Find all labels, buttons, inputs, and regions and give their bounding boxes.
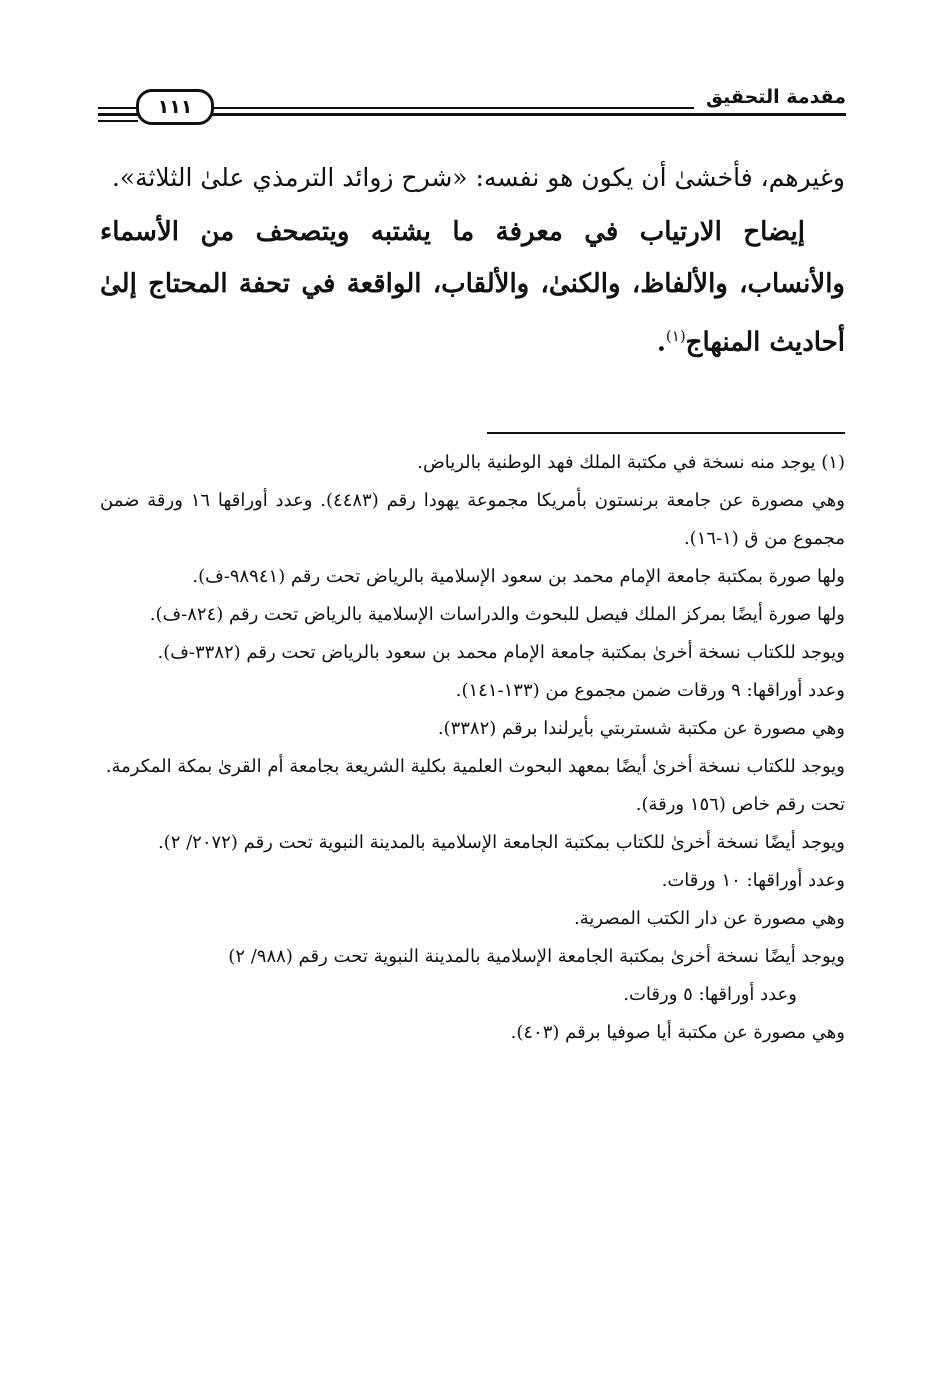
page-header: [98, 86, 846, 126]
footnote-line: ويوجد للكتاب نسخة أخرىٰ بمكتبة جامعة الإمام محمد بن سعود بالرياض تحت رقم (٣٣٨٢-ف).: [157, 642, 845, 663]
running-title: مقدمة التحقيق: [694, 84, 846, 110]
footnote-line: ولها صورة بمكتبة جامعة الإمام محمد بن سعود الإسلامية بالرياض تحت رقم (٩٨٩٤١-ف).: [192, 566, 845, 587]
footnote-line: وهي مصورة عن دار الكتب المصرية.: [574, 908, 845, 929]
footnote-line: وعدد أوراقها: ٥ ورقات.: [623, 984, 797, 1005]
footnote-line: وهي مصورة عن مكتبة شستربتي بأيرلندا برقم (٣٣٨٢).: [437, 718, 845, 739]
footnote-line: تحت رقم خاص (١٥٦ ورقة).: [635, 794, 845, 815]
footnote-line: (١) يوجد منه نسخة في مكتبة الملك فهد الوطنية بالرياض.: [417, 452, 845, 473]
footnote-line: ويوجد أيضًا نسخة أخرىٰ بمكتبة الجامعة الإسلامية بالمدينة النبوية تحت رقم (٩٨٨/ ٢): [228, 946, 845, 967]
main-text: [100, 150, 845, 369]
footnote-line: وعدد أوراقها: ٩ ورقات ضمن مجموع من (١٣٣-١٤١).: [455, 680, 845, 701]
book-title-heading: [100, 206, 845, 369]
heading-text: إيضاح الارتياب في معرفة ما يشتبه ويتصحف من الأسماء والأنساب، والألفاظ، والكنىٰ، والألقاب، الواقعة في تحفة المحتاج إلىٰ أحاديث المنهاج: [100, 217, 845, 358]
page-number: ١١١: [136, 89, 214, 125]
footnote-line: وهي مصورة عن جامعة برنستون بأمريكا مجموعة يهودا رقم (٤٤٨٣). وعدد أوراقها ١٦ ورقة ضمن مجموع من ق (١-١٦).: [100, 490, 845, 549]
footnote-line: ويوجد أيضًا نسخة أخرىٰ للكتاب بمكتبة الجامعة الإسلامية بالمدينة النبوية تحت رقم (٢٠٧٢/ ٢).: [157, 832, 845, 853]
footnote-line: وعدد أوراقها: ١٠ ورقات.: [661, 870, 845, 891]
footnote-line: وهي مصورة عن مكتبة أيا صوفيا برقم (٤٠٣).: [510, 1022, 845, 1043]
paragraph: وغيرهم، فأخشىٰ أن يكون هو نفسه: «شرح زوائد الترمذي علىٰ الثلاثة».: [111, 163, 845, 192]
footnote-ref: (١): [665, 327, 686, 345]
footnote-line: ويوجد للكتاب نسخة أخرىٰ أيضًا بمعهد البحوث العلمية بكلية الشريعة بجامعة أم القرىٰ بمكة المكرمة.: [105, 756, 845, 777]
heading-end: .: [656, 327, 666, 358]
footnote-line: ولها صورة أيضًا بمركز الملك فيصل للبحوث والدراسات الإسلامية بالرياض تحت رقم (٨٢٤-ف).: [149, 604, 845, 625]
header-rule: [98, 120, 138, 122]
footnote-separator: [487, 432, 845, 434]
footnotes: [100, 444, 845, 1052]
